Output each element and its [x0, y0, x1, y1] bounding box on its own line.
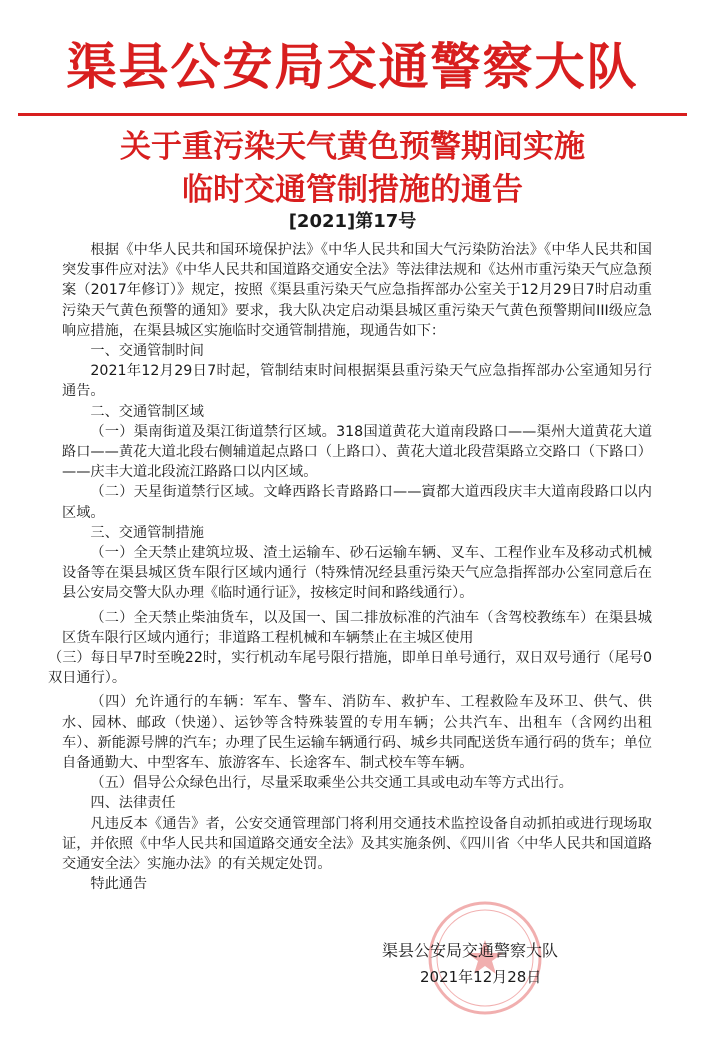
section-heading: 二、交通管制区域 [90, 403, 204, 420]
organization-header: 渠县公安局交通警察大队 [66, 37, 639, 96]
section-heading: 四、法律责任 [90, 795, 176, 812]
section-heading: 三、交通管制措施 [90, 524, 204, 541]
paragraph: 凡违反本《通告》者，公安交通管理部门将利用交通技术监控设备自动抓拍或进行现场取证，并依照《中华人民共和国道路交通安全法》及其实施条例、《四川省〈中华人民共和国道路交通安全法〉实施办法》的有关规定处罚。 [62, 815, 652, 873]
notice-body [48, 240, 652, 895]
issue-date: 2021年12月28日 [420, 968, 542, 986]
paragraph: （二）天星街道禁行区域。文峰西路长青路路口——賨都大道西段庆丰大道南段路口以内区域。 [62, 484, 652, 521]
paragraph: （三）每日早7时至晚22时，实行机动车尾号限行措施，即单日单号通行，双日双号通行（尾号0双日通行）。 [48, 650, 652, 687]
issuer-signature: 渠县公安局交通警察大队 [382, 941, 559, 960]
paragraph: （二）全天禁止柴油货车，以及国一、国二排放标准的汽油车（含驾校教练车）在渠县城区货车限行区域内通行；非道路工程机械和车辆禁止在主城区使用 [62, 609, 652, 646]
header-divider [18, 113, 687, 116]
section-heading: 一、交通管制时间 [90, 343, 204, 360]
intro-paragraph: 根据《中华人民共和国环境保护法》《中华人民共和国大气污染防治法》《中华人民共和国突发事件应对法》《中华人民共和国道路交通安全法》等法律法规和《达州市重污染天气应急预案（2017年修订）》规定，按照《渠县重污染天气应急指挥部办公室关于12月29日7时启动重污染天气黄色预警的通知》要求，我大队决定启动渠县城区重污染天气黄色预警期间III级应急响应措施，在渠县城区实施临时交通管制措施，现通告如下： [62, 242, 652, 339]
notice-title-line1: 关于重污染天气黄色预警期间实施 [120, 129, 585, 165]
paragraph: （一）渠南街道及渠江街道禁行区域。318国道黄花大道南段路口——渠州大道黄花大道路口——黄花大道北段右侧辅道起点路口（上路口）、黄花大道北段营渠路立交路口（下路口）——庆丰大道北段流江路路口以内区域。 [62, 423, 652, 481]
notice-title-line2: 临时交通管制措施的通告 [182, 172, 523, 208]
paragraph: 2021年12月29日7时起，管制结束时间根据渠县重污染天气应急指挥部办公室通知另行通告。 [62, 363, 652, 400]
paragraph: （五）倡导公众绿色出行，尽量采取乘坐公共交通工具或电动车等方式出行。 [90, 775, 573, 792]
paragraph: （一）全天禁止建筑垃圾、渣土运输车、砂石运输车辆、叉车、工程作业车及移动式机械设备等在渠县城区货车限行区域内通行（特殊情况经县重污染天气应急指挥部办公室同意后在县公安局交警大队办理《临时通行证》，按核定时间和路线通行）。 [62, 545, 652, 602]
closing-line: 特此通告 [90, 876, 148, 893]
paragraph: （四）允许通行的车辆：军车、警车、消防车、救护车、工程救险车及环卫、供气、供水、园林、邮政（快递）、运钞等含特殊装置的专用车辆；公共汽车、出租车（含网约出租车）、新能源号牌的汽车；办理了民生运输车辆通行码、城乡共同配送货车通行码的货车；单位自备通勤大、中型客车、旅游客车、长途客车、制式校车等车辆。 [62, 694, 652, 772]
document-number: [2021]第17号 [288, 211, 417, 232]
